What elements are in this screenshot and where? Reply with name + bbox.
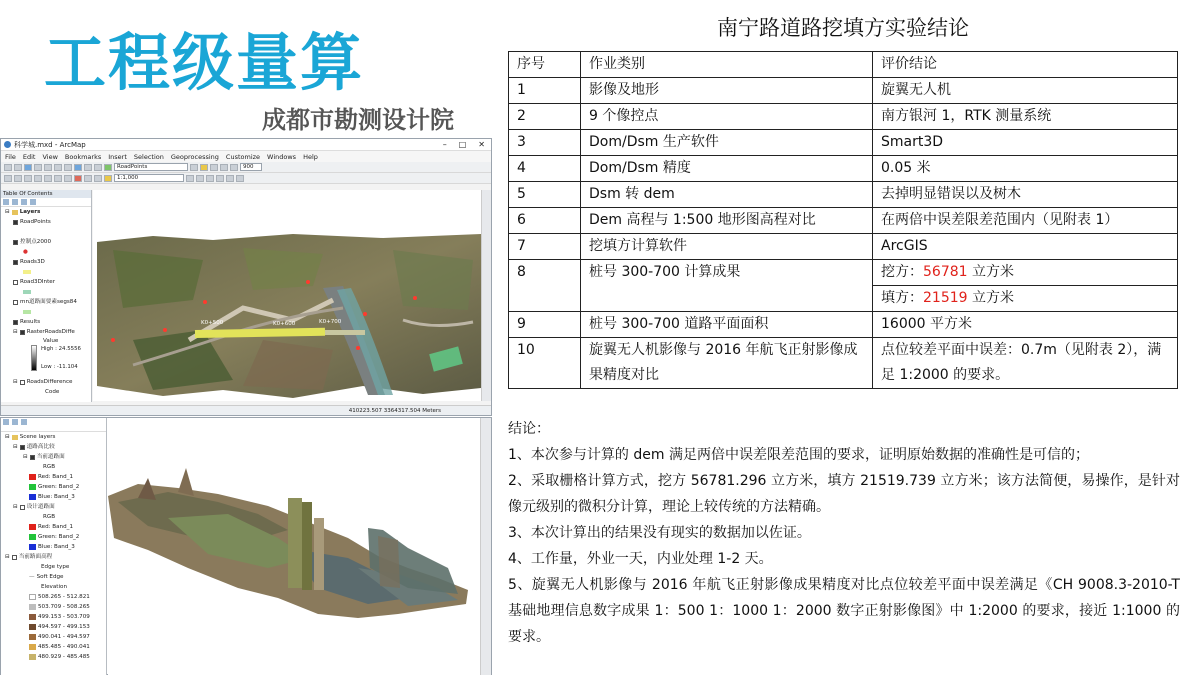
list-by-source-icon[interactable] bbox=[12, 199, 18, 205]
toc-toolbar bbox=[1, 198, 91, 207]
range-swatch bbox=[29, 604, 36, 610]
band-green: Green: Band_2 bbox=[1, 482, 106, 492]
fill-symbol bbox=[1, 307, 91, 317]
full-extent-icon[interactable] bbox=[34, 164, 42, 171]
raster-color-ramp bbox=[31, 345, 37, 371]
conclusion-item: 4、工作量，外业一天，内业处理 1-2 天。 bbox=[508, 551, 773, 567]
range-swatch bbox=[29, 634, 36, 640]
cut-icon[interactable] bbox=[44, 175, 52, 182]
table-row: 4 Dom/Dsm 精度 0.05 米 bbox=[509, 156, 1178, 182]
elevation-range: 508.265 - 512.821 bbox=[1, 592, 106, 602]
rgb-label: RGB bbox=[43, 464, 56, 470]
conclusion-item: 3、本次计算出的结果没有现实的数据加以佐证。 bbox=[508, 525, 811, 541]
list-by-selection-icon[interactable] bbox=[30, 199, 36, 205]
band-red: Red: Band_1 bbox=[1, 522, 106, 532]
map-view[interactable] bbox=[93, 190, 481, 401]
range-swatch bbox=[29, 594, 36, 600]
layer-checkbox[interactable] bbox=[20, 380, 25, 385]
band-red: Red: Band_1 bbox=[1, 472, 106, 482]
tool-icon[interactable] bbox=[220, 164, 228, 171]
toc-title: Table Of Contents bbox=[1, 190, 91, 198]
table-row: 7 挖填方计算软件 ArcGIS bbox=[509, 234, 1178, 260]
status-coordinates: 410223.507 3364317.504 Meters bbox=[1, 405, 491, 415]
redo-icon[interactable] bbox=[94, 175, 102, 182]
editor-icon[interactable] bbox=[186, 175, 194, 182]
menu-geoprocessing[interactable]: Geoprocessing bbox=[170, 152, 219, 161]
band-blue: Blue: Band_3 bbox=[1, 492, 106, 502]
zoom-input[interactable]: 900 bbox=[240, 163, 262, 171]
catalog-icon[interactable] bbox=[206, 175, 214, 182]
raster-low-value: Low : -11.104 bbox=[41, 364, 78, 370]
open-icon[interactable] bbox=[14, 175, 22, 182]
table-row-volumes: 8 桩号 300-700 计算成果 挖方：56781 立方米 填方：21519 立方米 bbox=[509, 260, 1178, 312]
fill-volume: 填方：21519 立方米 bbox=[881, 290, 1014, 306]
conclusion-item: 1、本次参与计算的 dem 满足两倍中误差限差范围的要求，证明原始数据的准确性是可信的； bbox=[508, 447, 1089, 463]
layer-checkbox[interactable] bbox=[12, 555, 17, 560]
slide-subtitle: 成都市勘测设计院 bbox=[262, 106, 454, 134]
table-row: 9 桩号 300-700 道路平面面积 16000 平方米 bbox=[509, 312, 1178, 338]
scene-3d-view[interactable] bbox=[108, 418, 481, 675]
list-by-drawing-order-icon[interactable] bbox=[3, 199, 9, 205]
fixed-zoom-icon[interactable] bbox=[44, 164, 52, 171]
conclusion-item: 2、采取栅格计算方式，挖方 56781.296 立方米，填方 21519.739 立方米；该方法简便，易操作，是针对像元级别的微积分计算，理论上较传统的方法精确。 bbox=[508, 473, 1180, 515]
catalog-side-strip[interactable] bbox=[481, 190, 491, 401]
terrain-3d-model bbox=[108, 418, 481, 675]
conclusion-section bbox=[508, 416, 1180, 650]
python-icon[interactable] bbox=[236, 175, 244, 182]
table-row: 6 Dem 高程与 1:500 地形图高程对比 在两倍中误差限差范围内（见附表 1） bbox=[509, 208, 1178, 234]
toc-layers-root[interactable]: ⊟ Layers bbox=[5, 209, 41, 215]
scale-select[interactable]: 1:1,000 bbox=[114, 174, 184, 182]
tool-icon[interactable] bbox=[190, 164, 198, 171]
orthophoto-map bbox=[93, 190, 481, 401]
delete-icon[interactable] bbox=[74, 175, 82, 182]
layer-checkbox[interactable] bbox=[13, 260, 18, 265]
results-table bbox=[508, 51, 1178, 389]
layer-checkbox[interactable] bbox=[13, 240, 18, 245]
raster-value-label: Value bbox=[43, 338, 59, 344]
arcmap-app-icon bbox=[4, 141, 11, 148]
toc-layer-road3dinter[interactable]: Road3DInter bbox=[1, 277, 91, 287]
toc-layer-roadpoints[interactable]: RoadPoints bbox=[1, 217, 91, 227]
list-by-visibility-icon[interactable] bbox=[21, 199, 27, 205]
back-icon[interactable] bbox=[54, 164, 62, 171]
pan-icon[interactable] bbox=[24, 164, 32, 171]
scene-side-strip[interactable] bbox=[480, 418, 491, 675]
identify-icon[interactable] bbox=[84, 164, 92, 171]
search-icon[interactable] bbox=[216, 175, 224, 182]
menu-edit[interactable]: Edit bbox=[22, 152, 36, 161]
cut-volume: 挖方：56781 立方米 bbox=[873, 260, 1177, 286]
table-row: 10 旋翼无人机影像与 2016 年航飞正射影像成果精度对比 点位较差平面中误差：0.7m（见附表 2），满足 1:2000 的要求。 bbox=[509, 338, 1178, 389]
range-swatch bbox=[29, 644, 36, 650]
zoom-in-icon[interactable] bbox=[4, 164, 12, 171]
table-row: 2 9 个像控点 南方银河 1，RTK 测量系统 bbox=[509, 104, 1178, 130]
elevation-range: 485.485 - 490.041 bbox=[1, 642, 106, 652]
tool-icon[interactable] bbox=[200, 164, 208, 171]
point-symbol: ● bbox=[23, 249, 28, 255]
scene-layer-current[interactable]: ⊟ 当前道路面 bbox=[23, 454, 65, 460]
close-icon[interactable]: ✕ bbox=[478, 140, 485, 149]
toc-layer-roadsdifference[interactable]: ⊟ RoadsDifference bbox=[13, 379, 73, 385]
undo-icon[interactable] bbox=[84, 175, 92, 182]
menu-file[interactable]: File bbox=[5, 152, 16, 161]
arcmap-window-title: 科学城.mxd - ArcMap bbox=[14, 140, 86, 149]
conclusion-item: 5、旋翼无人机影像与 2016 年航飞正射影像成果精度对比点位较差平面中误差满足《CH 9008.3-2010-T 基础地理信息数字成果 1：500 1：1000 1：2000 数字正射影像图》中 1:2000 的要求，接近 1:1000 的要求。 bbox=[508, 577, 1180, 645]
scene-layer-design[interactable]: ⊟ 设计道路面 bbox=[13, 504, 55, 510]
slide-title: 工程级量算 bbox=[44, 26, 365, 99]
save-icon[interactable] bbox=[24, 175, 32, 182]
menu-bookmarks[interactable]: Bookmarks bbox=[64, 152, 102, 161]
menu-customize[interactable]: Customize bbox=[225, 152, 261, 161]
layer-select[interactable]: RoadPoints bbox=[114, 163, 188, 171]
range-swatch bbox=[29, 624, 36, 630]
elevation-label: Elevation bbox=[41, 584, 67, 590]
new-icon[interactable] bbox=[4, 175, 12, 182]
minimize-icon[interactable]: – bbox=[442, 140, 447, 149]
table-row: 1 影像及地形 旋翼无人机 bbox=[509, 78, 1178, 104]
menu-help[interactable]: Help bbox=[303, 152, 318, 161]
station-label: K0+600 bbox=[273, 321, 296, 327]
elevation-range: 480.929 - 485.485 bbox=[1, 652, 106, 662]
select-icon[interactable] bbox=[74, 164, 82, 171]
layer-checkbox[interactable] bbox=[13, 280, 18, 285]
station-label: K0+500 bbox=[201, 320, 224, 326]
code-field-label: Code bbox=[45, 389, 60, 395]
column-header: 序号 bbox=[509, 52, 581, 78]
list-by-drawing-order-icon[interactable] bbox=[3, 419, 9, 425]
arcscene-window bbox=[0, 417, 492, 675]
arcmap-menubar bbox=[1, 151, 491, 162]
copy-icon[interactable] bbox=[54, 175, 62, 182]
toc-layer-results[interactable]: Results bbox=[1, 317, 91, 327]
fill-symbol bbox=[1, 267, 91, 277]
layer-checkbox[interactable] bbox=[13, 300, 18, 305]
toc-layer-rasterroads[interactable]: ⊟ RasterRoadsDiffe bbox=[13, 329, 75, 335]
menu-insert[interactable]: Insert bbox=[108, 152, 127, 161]
rgb-label: RGB bbox=[43, 514, 56, 520]
list-by-source-icon[interactable] bbox=[12, 419, 18, 425]
toc-icon[interactable] bbox=[196, 175, 204, 182]
maximize-icon[interactable]: □ bbox=[458, 140, 467, 149]
arcmap-toolbar-2 bbox=[1, 173, 491, 184]
layer-checkbox[interactable] bbox=[20, 330, 25, 335]
arcmap-toolbar-1 bbox=[1, 162, 491, 173]
station-label: K0+700 bbox=[319, 319, 342, 325]
edge-type-label: Edge type bbox=[41, 564, 70, 570]
elevation-range: 494.597 - 499.153 bbox=[1, 622, 106, 632]
add-data-icon[interactable] bbox=[104, 175, 112, 182]
forward-icon[interactable] bbox=[64, 164, 72, 171]
conclusion-heading: 结论： bbox=[508, 421, 550, 437]
range-swatch bbox=[29, 654, 36, 660]
soft-edge-label: — Soft Edge bbox=[29, 574, 64, 580]
table-row: 5 Dsm 转 dem 去掉明显错误以及树木 bbox=[509, 182, 1178, 208]
elevation-range: 499.153 - 503.709 bbox=[1, 612, 106, 622]
table-of-contents bbox=[1, 190, 92, 402]
cut-volume-value: 56781 bbox=[923, 264, 968, 280]
menu-view[interactable]: View bbox=[42, 152, 58, 161]
elevation-range: 490.041 - 494.597 bbox=[1, 632, 106, 642]
list-by-visibility-icon[interactable] bbox=[21, 419, 27, 425]
zoom-out-icon[interactable] bbox=[14, 164, 22, 171]
print-icon[interactable] bbox=[34, 175, 42, 182]
layer-checkbox[interactable] bbox=[20, 505, 25, 510]
fill-symbol bbox=[1, 287, 91, 297]
table-title: 南宁路道路挖填方实验结论 bbox=[717, 16, 969, 40]
scene-toc-toolbar bbox=[1, 418, 106, 432]
fill-volume-value: 21519 bbox=[923, 290, 968, 306]
arctoolbox-icon[interactable] bbox=[226, 175, 234, 182]
layer-checkbox[interactable] bbox=[20, 445, 25, 450]
layer-checkbox[interactable] bbox=[13, 220, 18, 225]
layer-checkbox[interactable] bbox=[13, 320, 18, 325]
band-green: Green: Band_2 bbox=[1, 532, 106, 542]
table-row: 3 Dom/Dsm 生产软件 Smart3D bbox=[509, 130, 1178, 156]
column-header: 作业类别 bbox=[581, 52, 873, 78]
menu-selection[interactable]: Selection bbox=[133, 152, 164, 161]
scene-table-of-contents bbox=[1, 418, 107, 675]
scene-layers-root[interactable]: ⊟ Scene layers bbox=[5, 434, 56, 440]
toc-layer-mn[interactable]: mn道路面要素segs84 bbox=[1, 297, 91, 307]
scene-group[interactable]: ⊟ 道路高比较 bbox=[13, 444, 55, 450]
table-header-row bbox=[509, 52, 1178, 78]
band-blue: Blue: Band_3 bbox=[1, 542, 106, 552]
elevation-range: 503.709 - 508.265 bbox=[1, 602, 106, 612]
column-header: 评价结论 bbox=[873, 52, 1178, 78]
edit-icon[interactable] bbox=[104, 164, 112, 171]
range-swatch bbox=[29, 614, 36, 620]
toc-layer-roads3d[interactable]: Roads3D bbox=[1, 257, 91, 267]
layer-checkbox[interactable] bbox=[30, 455, 35, 460]
tool-icon[interactable] bbox=[210, 164, 218, 171]
scene-layer-elevation[interactable]: ⊟ 当前路面高程 bbox=[5, 554, 53, 560]
menu-windows[interactable]: Windows bbox=[267, 152, 297, 161]
paste-icon[interactable] bbox=[64, 175, 72, 182]
toc-layer-kongzhidian[interactable]: 控制点2000 bbox=[1, 237, 91, 247]
tool-icon[interactable] bbox=[230, 164, 238, 171]
raster-high-value: High : 24.5556 bbox=[41, 346, 81, 352]
arcmap-titlebar bbox=[1, 139, 491, 151]
measure-icon[interactable] bbox=[94, 164, 102, 171]
arcmap-window bbox=[0, 138, 492, 416]
